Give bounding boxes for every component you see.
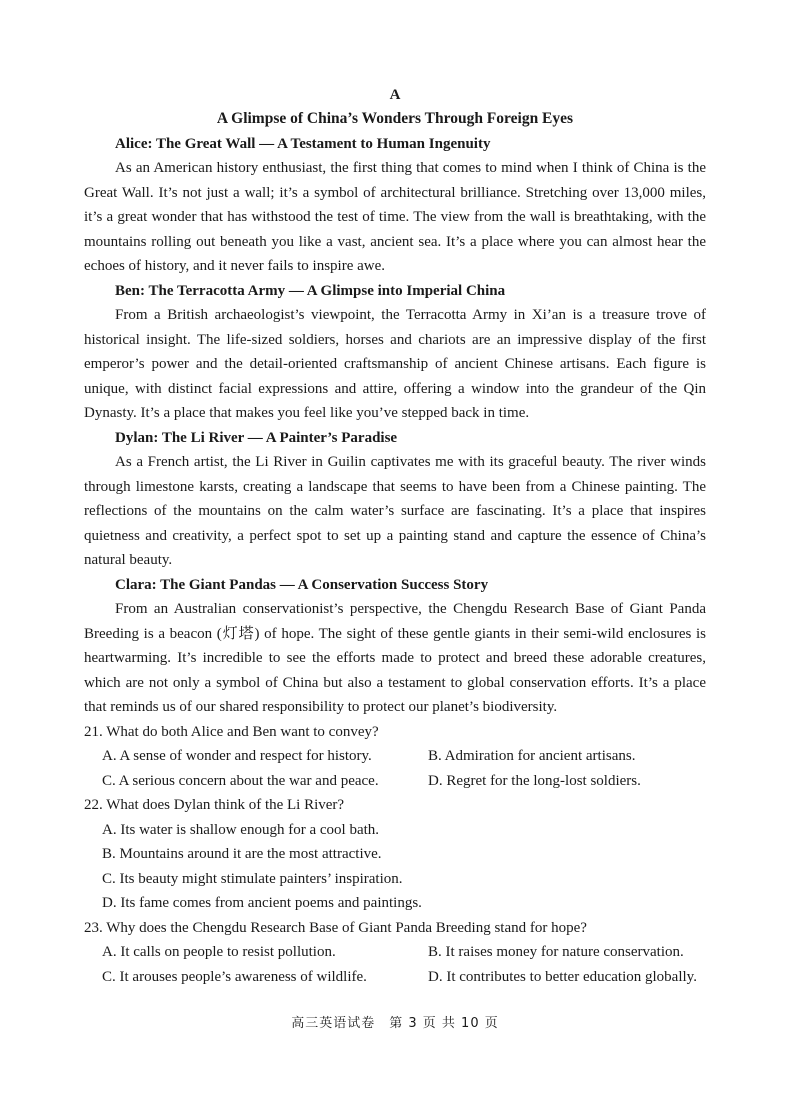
option-c: C. Its beauty might stimulate painters’ inspiration. [102, 870, 403, 887]
question-stem: 21. What do both Alice and Ben want to convey? [84, 723, 379, 740]
passage-section-dylan [84, 426, 706, 573]
question-22 [84, 793, 706, 916]
option-b: B. Mountains around it are the most attractive. [102, 846, 382, 862]
option-b: B. It raises money for nature conservation. [428, 944, 684, 960]
exam-page [84, 84, 706, 989]
section-paragraph: From an Australian conservationist’s perspective, the Chengdu Research Base of Giant Panda Breeding is a beacon (灯塔) of hope. The sight of these gentle giants in their semi-wild enclosures is heartwarming. It’s incredible to see the efforts made to protect and breed these adorable creatures, which are not only a symbol of China but also a testament to global conservation efforts. It’s a place that reminds us of our shared responsibility to protect our planet’s biodiversity. [84, 601, 706, 715]
page-footer: 高三英语试卷 第 3 页 共 10 页 [291, 1016, 499, 1031]
option-c: C. A serious concern about the war and peace. [102, 772, 379, 789]
option-list [84, 818, 706, 916]
passage-section-ben [84, 279, 706, 426]
section-letter: A [389, 87, 401, 103]
section-heading: Ben: The Terracotta Army — A Glimpse into Imperial China [115, 282, 506, 299]
option-row [84, 940, 706, 965]
section-paragraph: As an American history enthusiast, the first thing that comes to mind when I think of China is the Great Wall. It’s not just a wall; it’s a symbol of architectural brilliance. Stretching over 13,000 miles, it’s a great wonder that has withstood the test of time. The view from the wall is breathtaking, with the mountains rolling out beneath you like a vast, ancient sea. It’s a place where you can almost hear the echoes of history, and it never fails to inspire awe. [84, 160, 706, 274]
question-21 [84, 720, 706, 794]
option-row [84, 744, 706, 769]
option-d: D. Its fame comes from ancient poems and paintings. [102, 895, 422, 911]
option-a: A. Its water is shallow enough for a cool bath. [102, 821, 380, 838]
question-stem: 22. What does Dylan think of the Li River? [84, 797, 345, 813]
passage-section-clara [84, 573, 706, 720]
option-a: A. A sense of wonder and respect for history. [102, 748, 372, 764]
option-row [84, 965, 706, 990]
passage-section-alice [84, 132, 706, 279]
question-23 [84, 916, 706, 990]
question-stem: 23. Why does the Chengdu Research Base of Giant Panda Breeding stand for hope? [84, 919, 587, 936]
section-heading: Clara: The Giant Pandas — A Conservation Success Story [115, 576, 489, 593]
option-d: D. Regret for the long-lost soldiers. [428, 772, 641, 789]
option-b: B. Admiration for ancient artisans. [428, 748, 636, 764]
section-heading: Dylan: The Li River — A Painter’s Paradise [115, 429, 398, 446]
option-a: A. It calls on people to resist pollution. [102, 944, 336, 960]
section-paragraph: As a French artist, the Li River in Guilin captivates me with its graceful beauty. The river winds through limestone karsts, creating a landscape that seems to have been from a Chinese painting. The reflections of the mountains on the calm water’s surface are fascinating. It’s a place that inspires quietness and creativity, a perfect spot to set up a painting stand and capture the essence of China’s natural beauty. [84, 454, 706, 568]
option-d: D. It contributes to better education globally. [428, 968, 697, 985]
option-c: C. It arouses people’s awareness of wildlife. [102, 968, 367, 985]
section-paragraph: From a British archaeologist’s viewpoint, the Terracotta Army in Xi’an is a treasure trove of historical insight. The life-sized soldiers, horses and chariots are an impressive display of the first emperor’s power and the detail-oriented craftsmanship of ancient Chinese artisans. Each figure is unique, with distinct facial expressions and attire, offering a window into the grandeur of the Qin Dynasty. It’s a place that makes you feel like you’ve stepped back in time. [84, 307, 706, 421]
section-heading: Alice: The Great Wall — A Testament to Human Ingenuity [115, 135, 491, 152]
option-row [84, 769, 706, 794]
passage-title: A Glimpse of China’s Wonders Through Foreign Eyes [216, 110, 574, 127]
